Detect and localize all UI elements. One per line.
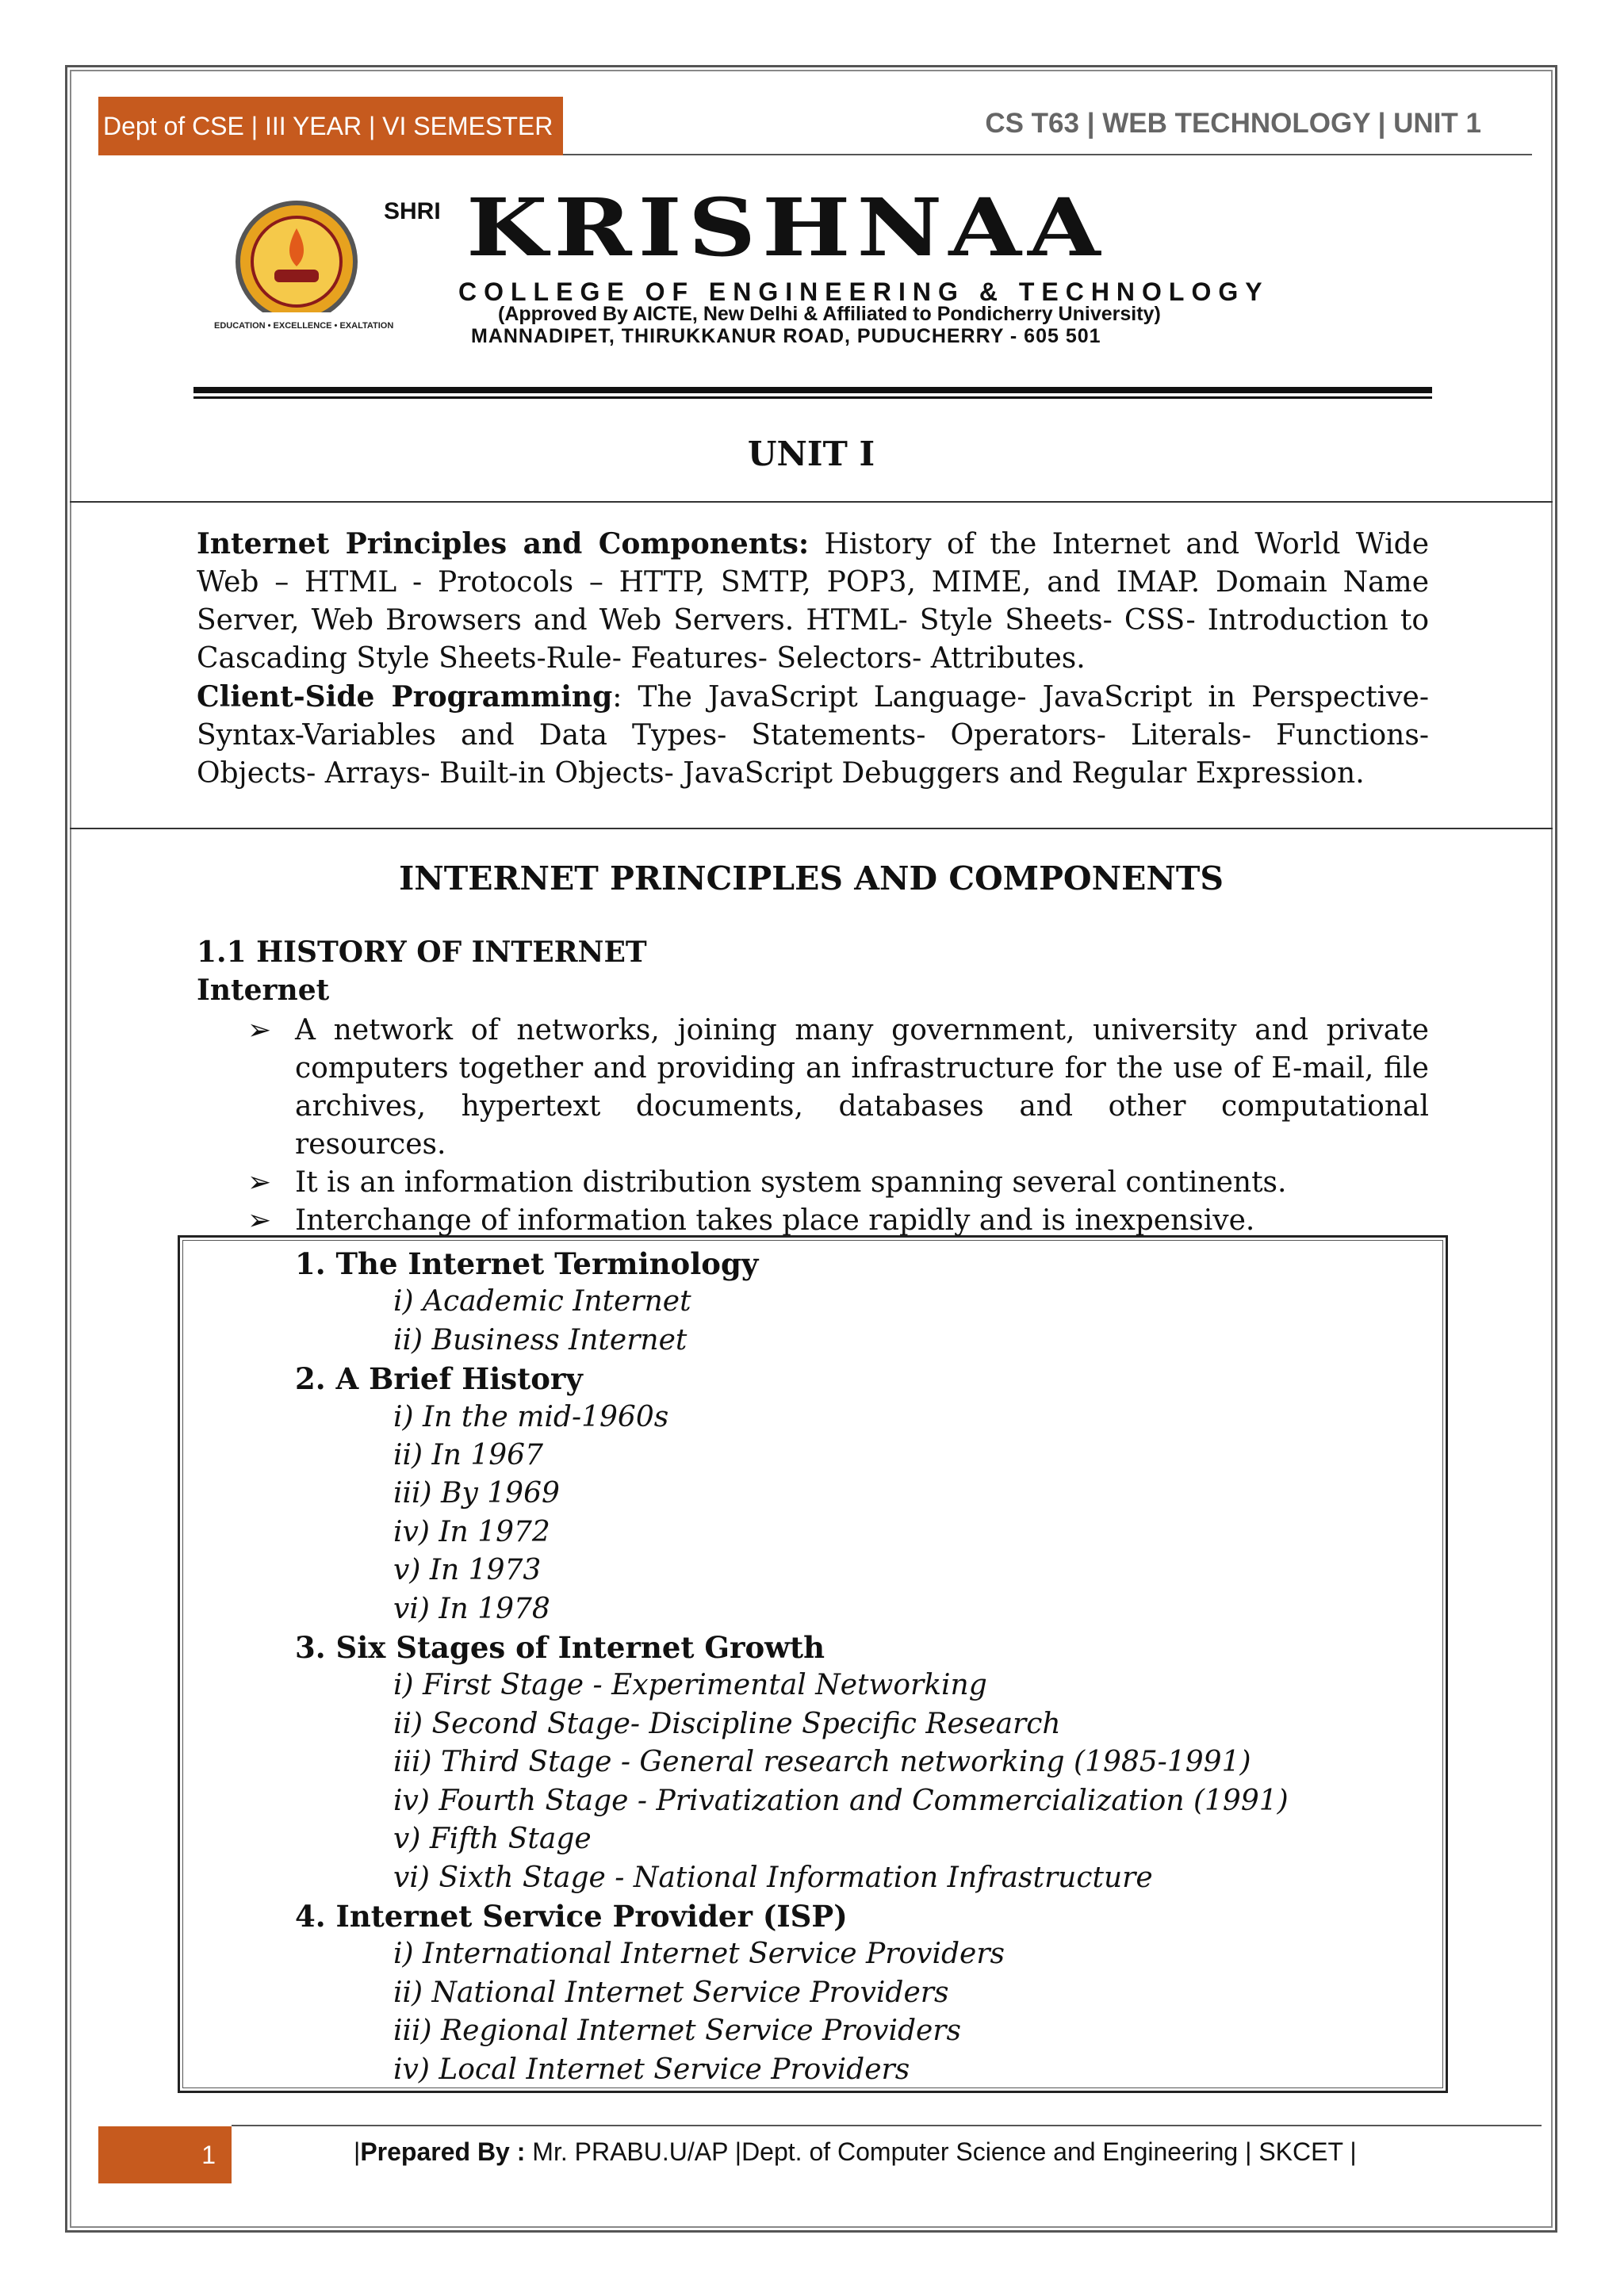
- section-title: INTERNET PRINCIPLES AND COMPONENTS: [399, 859, 1224, 897]
- topics-outline: [295, 1245, 1289, 2089]
- topic-subitem: iii) Regional Internet Service Providers: [393, 2015, 961, 2048]
- topic-subitem: v) In 1973: [393, 1554, 542, 1587]
- topic-subitem: vi) Sixth Stage - National Information Infrastructure: [393, 1861, 1153, 1894]
- topic-heading: 4. Internet Service Provider (ISP): [295, 1898, 848, 1934]
- list-item: ➢ Interchange of information takes place rapidly and is inexpensive.: [247, 1202, 1429, 1240]
- college-name: KRISHNAA: [466, 180, 1107, 274]
- topic-subitem: ii) Business Internet: [393, 1323, 688, 1357]
- syllabus-block: [197, 525, 1429, 793]
- college-approval: (Approved By AICTE, New Delhi & Affiliated to Pondicherry University): [498, 303, 1161, 325]
- internet-bullet-list: [247, 1012, 1429, 1240]
- syllabus-part2-text: : The JavaScript Language- JavaScript in Perspective-Syntax-Variables and Data Types- Statements- Operators- Literals- Functions- Objects- Arrays- Built-in Objects- JavaScript Debuggers and Regular Expression.: [197, 681, 1430, 790]
- seal-motto: EDUCATION • EXCELLENCE • EXALTATION: [214, 321, 394, 331]
- arrow-bullet-icon: ➢: [247, 1204, 272, 1237]
- syllabus-part1-text: History of the Internet and World Wide Web – HTML - Protocols – HTTP, SMTP, POP3, MIME, and IMAP. Domain Name Server, Web Browsers and Web Servers. HTML- Style Sheets- CSS- Introduction to Cascading Style Sheets-Rule- Features- Selectors- Attributes.: [197, 528, 1429, 675]
- divider: [70, 828, 1553, 829]
- topic-subitem: i) International Internet Service Providers: [393, 1938, 1005, 1971]
- arrow-bullet-icon: ➢: [247, 1166, 272, 1199]
- topic-heading: 1. The Internet Terminology: [295, 1246, 759, 1281]
- syllabus-part2: [197, 678, 1429, 793]
- topic-subitem: iii) Third Stage - General research networking (1985-1991): [393, 1746, 1251, 1779]
- divider: [70, 501, 1553, 503]
- unit-title: UNIT I: [747, 434, 875, 473]
- footer-prepared-text: Mr. PRABU.U/AP |Dept. of Computer Science and Engineering | SKCET |: [525, 2137, 1357, 2166]
- topic-subitem: i) Academic Internet: [393, 1285, 691, 1318]
- college-address: MANNADIPET, THIRUKKANUR ROAD, PUDUCHERRY - 605 501: [471, 325, 1101, 347]
- college-shri: SHRI: [384, 198, 441, 224]
- header-course-label: CS T63 | WEB TECHNOLOGY | UNIT 1: [985, 108, 1481, 139]
- logo-rule-thin: [193, 396, 1432, 399]
- topic-heading: 3. Six Stages of Internet Growth: [295, 1630, 825, 1666]
- topic-subitem: vi) In 1978: [393, 1592, 550, 1625]
- header-dept-label: Dept of CSE | III YEAR | VI SEMESTER: [98, 97, 563, 155]
- footer-prepared-label: Prepared By :: [360, 2137, 526, 2166]
- list-item: ➢ It is an information distribution system spanning several continents.: [247, 1164, 1429, 1202]
- topic-subitem: i) In the mid-1960s: [393, 1400, 669, 1433]
- history-heading: 1.1 HISTORY OF INTERNET: [197, 936, 647, 969]
- topic-subitem: iv) In 1972: [393, 1515, 550, 1548]
- arrow-bullet-icon: ➢: [247, 1014, 272, 1047]
- list-item: ➢ A network of networks, joining many government, university and private computers together and providing an infrastructure for the use of E-mail, file archives, hypertext documents, databases and other computational resources.: [247, 1012, 1429, 1164]
- internet-heading: Internet: [197, 974, 330, 1007]
- topic-subitem: i) First Stage - Experimental Networking: [393, 1669, 987, 1702]
- footer-rule: [232, 2125, 1542, 2126]
- topic-subitem: ii) In 1967: [393, 1439, 543, 1472]
- topic-subitem: iv) Fourth Stage - Privatization and Commercialization (1991): [393, 1784, 1289, 1817]
- header-rule: [563, 154, 1532, 155]
- topic-subitem: iv) Local Internet Service Providers: [393, 2053, 910, 2086]
- logo-rule-thick: [193, 387, 1432, 393]
- topic-subitem: ii) National Internet Service Providers: [393, 1976, 949, 2009]
- syllabus-part1-heading: Internet Principles and Components:: [197, 527, 810, 561]
- syllabus-part1: [197, 525, 1429, 678]
- topic-subitem: iii) By 1969: [393, 1477, 560, 1510]
- syllabus-part2-heading: Client-Side Programming: [197, 680, 613, 714]
- topic-heading: 2. A Brief History: [295, 1361, 583, 1397]
- college-subtitle: COLLEGE OF ENGINEERING & TECHNOLOGY: [458, 277, 1270, 306]
- page-number: 1: [98, 2126, 232, 2183]
- footer-credit: |Prepared By : Mr. PRABU.U/AP |Dept. of Computer Science and Engineering | SKCET |: [354, 2137, 1357, 2166]
- topic-subitem: ii) Second Stage- Discipline Specific Research: [393, 1707, 1061, 1740]
- topic-subitem: v) Fifth Stage: [393, 1823, 592, 1856]
